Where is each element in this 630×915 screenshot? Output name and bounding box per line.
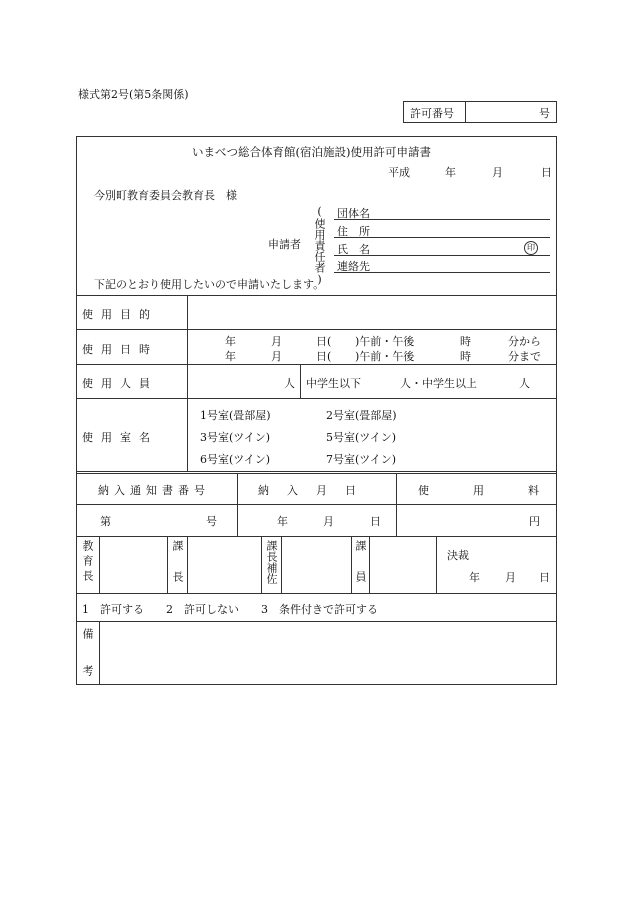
label-datetime: 使用日時 — [82, 343, 158, 356]
stamp-kacho-hosa: 課長補佐 — [265, 540, 278, 584]
date-era: 平成 — [388, 166, 410, 179]
row-line — [76, 473, 557, 474]
stamp-kacho: 課長 — [171, 540, 184, 602]
room-2: 2号室(畳部屋) — [326, 409, 397, 422]
dt1-hour: 時 — [460, 335, 471, 348]
stamp-divider — [281, 536, 282, 593]
row-line — [76, 471, 557, 472]
dt1-from: 分から — [508, 335, 541, 348]
stamp-divider — [167, 536, 168, 593]
underline — [334, 272, 550, 273]
field-address: 住 所 — [337, 225, 370, 238]
room-5: 5号室(ツイン) — [326, 431, 397, 444]
people-divider — [300, 364, 301, 398]
room-1: 1号室(畳部屋) — [200, 409, 271, 422]
dt1-month: 月 — [271, 335, 282, 348]
stamp-divider — [351, 536, 352, 593]
room-7: 7号室(ツイン) — [326, 453, 397, 466]
stamp-kain: 課員 — [354, 540, 367, 602]
payment-year: 年 — [277, 515, 288, 528]
stamp-divider — [436, 536, 437, 593]
intro-text: 下記のとおり使用したいので申請いたします。 — [94, 278, 325, 291]
row-line — [76, 504, 557, 505]
payment-h1: 納入通知書番号 — [98, 484, 210, 497]
dt2-month: 月 — [271, 350, 282, 363]
dt1-day: 日( — [316, 335, 332, 348]
label-divider — [187, 295, 188, 472]
row-line — [76, 364, 557, 365]
people-junior: 中学生以下 — [306, 377, 361, 390]
payment-divider — [396, 473, 397, 536]
dt2-ampm: )午前・午後 — [355, 350, 415, 363]
field-contact: 連絡先 — [337, 260, 370, 273]
room-6: 6号室(ツイン) — [200, 453, 271, 466]
row-line — [76, 536, 557, 537]
people-unit: 人 — [284, 377, 295, 390]
form-number: 様式第2号(第5条関係) — [78, 88, 189, 101]
date-month: 月 — [492, 166, 503, 179]
payment-no-suffix: 号 — [206, 515, 217, 528]
payment-day: 日 — [370, 515, 381, 528]
remarks-divider — [99, 621, 100, 685]
permission-options: 1 許可する 2 許可しない 3 条件付きで許可する — [82, 603, 378, 616]
underline — [334, 255, 550, 256]
divider — [465, 101, 466, 123]
payment-h3: 使用料 — [418, 484, 583, 497]
form-title: いまべつ総合体育館(宿泊施設)使用許可申請書 — [192, 145, 431, 159]
dt2-to: 分まで — [508, 350, 541, 363]
stamp-divider — [369, 536, 370, 593]
underline — [334, 219, 550, 220]
row-line — [76, 295, 557, 296]
payment-divider — [237, 473, 238, 536]
dt2-year: 年 — [225, 350, 236, 363]
field-name: 氏 名 — [337, 243, 370, 256]
dt2-day: 日( — [316, 350, 332, 363]
date-day: 日 — [541, 166, 552, 179]
people-unit2: 人 — [519, 377, 530, 390]
payment-yen: 円 — [529, 515, 540, 528]
stamp-divider — [99, 536, 100, 593]
stamp-kyoikucho: 教育長 — [81, 540, 94, 585]
decision-label: 決裁 — [447, 549, 469, 562]
row-line — [76, 621, 557, 622]
stamp-divider — [187, 536, 188, 593]
payment-month: 月 — [323, 515, 334, 528]
room-3: 3号室(ツイン) — [200, 431, 271, 444]
row-line — [76, 329, 557, 330]
stamp-divider — [261, 536, 262, 593]
payment-no-prefix: 第 — [100, 515, 111, 528]
label-room: 使用室名 — [82, 431, 158, 444]
permit-number-label: 許可番号 — [410, 107, 454, 120]
payment-h2: 納入月日 — [258, 484, 374, 497]
label-purpose: 使用目的 — [82, 308, 158, 321]
seal-mark: 印 — [524, 241, 538, 255]
people-senior: 人・中学生以上 — [400, 377, 477, 390]
dt2-hour: 時 — [460, 350, 471, 363]
decision-month: 月 — [505, 571, 516, 584]
decision-year: 年 — [469, 571, 480, 584]
applicant-bracket: (使用責任者) — [313, 205, 326, 286]
dt1-year: 年 — [225, 335, 236, 348]
addressee: 今別町教育委員会教育長 様 — [94, 189, 237, 202]
field-group-name: 団体名 — [337, 207, 370, 220]
permit-number-suffix: 号 — [539, 107, 550, 120]
label-people: 使用人員 — [82, 377, 158, 390]
row-line — [76, 593, 557, 594]
dt1-ampm: )午前・午後 — [355, 335, 415, 348]
decision-day: 日 — [539, 571, 550, 584]
remarks-label: 備考 — [81, 628, 94, 702]
underline — [334, 237, 550, 238]
date-year: 年 — [445, 166, 456, 179]
row-line — [76, 398, 557, 399]
applicant-label: 申請者 — [268, 238, 301, 251]
